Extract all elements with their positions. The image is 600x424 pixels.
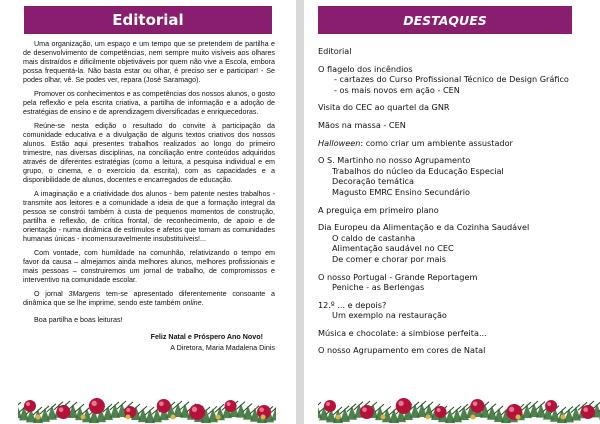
editorial-title: Editorial — [112, 11, 184, 29]
destaques-entry — [318, 64, 596, 96]
destaques-subentry: Decoração temática — [332, 176, 414, 187]
destaques-title-banner — [318, 6, 572, 34]
editorial-paragraph: Com vontade, com humildade na comunhão, relativizando o tempo em favor da causa – almejamos ainda melhores alunos, melhores profissionais e mais pessoas – construiremos um jornal de trabalho, de compromissos e interventivo na comunidade escolar. — [23, 248, 275, 285]
editorial-page — [0, 0, 296, 424]
destaques-subentry: Trabalhos do núcleo da Educação Especial — [332, 165, 504, 176]
editorial-paragraph: Uma organização, um espaço e um tempo que se pretendem de partilha e de desenvolvimento de competências, nem sempre muito visíveis aos olhares mais distraídos e dificilmente objetiváveis por quem não vive a Escola, embora possa frequentá-la. Não basta estar ou olhar, é preciso ser e participar! - Se podes olhar, vê. Se podes ver, repara (José Saramago). — [23, 40, 275, 85]
editorial-paragraph: Reúne-se nesta edição o resultado do convite à participação da comunidade educativa e a divulgação de alguns textos criativos dos nossos alunos. Estão aqui presentes trabalhos realizados ao longo do primeiro trimestre, nas diversas disciplinas, na conciliação entre conteúdos adquiridos através de diferentes estratégias (como a leitura, a pesquisa individual e em grupo, o cinema, e o exercício da escrita), com as capacidades e a disponibilidade de alunos, docentes e encarregados de educação. — [23, 121, 275, 185]
destaques-entry-title — [318, 138, 596, 149]
destaques-entry — [318, 222, 596, 264]
journal-name: 3Margens — [68, 289, 101, 298]
destaques-entry-text: O nosso Agrupamento em cores de Natal — [318, 345, 486, 356]
journal-online: online — [182, 298, 202, 307]
page-gutter — [296, 0, 304, 424]
destaques-entry — [318, 300, 596, 321]
destaques-entry-title — [318, 222, 596, 233]
destaques-entry-title — [318, 328, 596, 339]
destaques-entry-text: Editorial — [318, 46, 352, 56]
editorial-paragraph: Promover os conhecimentos e as competências dos nossos alunos, o gosto pela reflexão e pela escrita criativa, a partilha de informação e a adoção de estratégias de ensino e de aprendizagem diversificadas e enriquecedoras. — [23, 89, 275, 117]
destaques-entry-text: O nosso Portugal - Grande Reportagem — [318, 271, 478, 282]
editorial-wish: Feliz Natal e Próspero Ano Novo! — [150, 333, 263, 342]
destaques-entry — [318, 272, 596, 293]
destaques-entry-text: O flagelo dos incêndios — [318, 63, 413, 74]
destaques-subentry: Magusto EMRC Ensino Secundário — [332, 186, 471, 197]
destaques-entry-title — [318, 155, 596, 166]
journal-text: . — [201, 298, 204, 307]
destaques-entry-title — [318, 300, 596, 311]
destaques-entry-title — [318, 102, 596, 113]
destaques-subentry: De comer e chorar por mais — [332, 253, 446, 264]
destaques-title: DESTAQUES — [403, 12, 487, 28]
destaques-entry-text: Visita do CEC ao quartel da GNR — [318, 102, 450, 113]
destaques-entry — [318, 205, 596, 216]
destaques-entry-title — [318, 46, 596, 57]
destaques-subentry: Peniche - as Berlengas — [332, 282, 425, 293]
destaques-entry-text: Música e chocolate: a simbiose perfeita... — [318, 327, 487, 338]
destaques-entry — [318, 345, 596, 356]
destaques-entry-italic: Halloween — [318, 137, 361, 148]
destaques-entry-text: O S. Martinho no nosso Agrupamento — [318, 155, 471, 166]
destaques-entry — [318, 138, 596, 149]
editorial-paragraph: A imaginação e a criatividade dos alunos - bem patente nestes trabalhos - transmite aos leitores e a comunidade a ideia de que a formação integral da pessoa se constrói também à custa de pequenos momentos de construção, partilha e reflexão, de crítica frontal, de reconhecimento, de apoio e de orientação - numa dinâmica de estímulos e afetos que tornam as comunidades humanas únicas - incomensuravelmente insubstituíveis!... — [23, 189, 275, 244]
destaques-page — [304, 0, 600, 424]
destaques-list — [318, 46, 596, 363]
destaques-entry-title — [318, 205, 596, 216]
destaques-subentry: Alimentação saudável no CEC — [332, 243, 454, 254]
christmas-garland-icon — [18, 384, 276, 424]
journal-text: O jornal — [34, 289, 69, 298]
editorial-title-banner — [24, 6, 272, 34]
destaques-entry — [318, 155, 596, 197]
destaques-entry-title — [318, 272, 596, 283]
editorial-author: A Diretora, Maria Madalena Dinis — [170, 344, 275, 353]
destaques-subentry: - os mais novos em ação - CEN — [334, 84, 460, 95]
destaques-entry-text: Mãos na massa - CEN — [318, 119, 406, 130]
destaques-entry — [318, 328, 596, 339]
editorial-closing: Boa partilha e boas leituras! — [34, 316, 123, 325]
editorial-paragraph-journal — [23, 290, 275, 308]
destaques-entry-text: Dia Europeu da Alimentação e da Cozinha Saudável — [318, 222, 530, 233]
editorial-body — [23, 40, 275, 353]
christmas-garland-icon — [318, 384, 600, 424]
destaques-entry-title — [318, 345, 596, 356]
journal-text: tem-se apresentado diferentemente consoante a dinâmica que se lhe imprime, sendo este também — [23, 289, 275, 307]
destaques-entry — [318, 102, 596, 113]
destaques-subentry: - cartazes do Curso Profissional Técnico de Design Gráfico — [334, 74, 569, 85]
destaques-entry — [318, 120, 596, 131]
destaques-entry-title — [318, 64, 596, 75]
destaques-entry-text: A preguiça em primeiro plano — [318, 204, 439, 215]
destaques-subentry: O caldo de castanha — [332, 232, 416, 243]
destaques-entry — [318, 46, 596, 57]
destaques-entry-title — [318, 120, 596, 131]
destaques-entry-text: : como criar um ambiente assustador — [360, 137, 513, 148]
destaques-entry-text: 12.º ... e depois? — [318, 299, 387, 310]
destaques-subentry: Um exemplo na restauração — [332, 310, 447, 321]
